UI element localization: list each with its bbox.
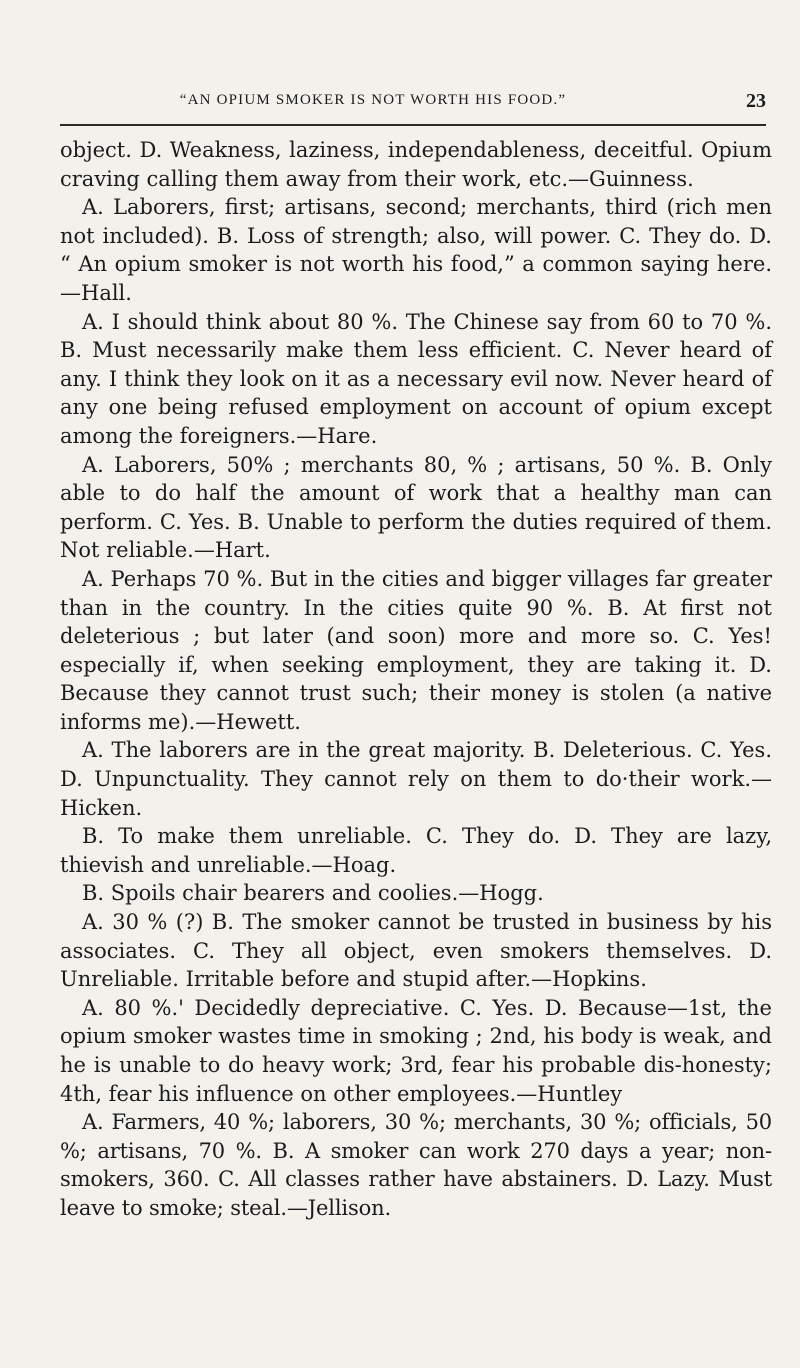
paragraph-hogg: B. Spoils chair bearers and coolies.—Hogg. [82, 881, 544, 906]
running-head: “AN OPIUM SMOKER IS NOT WORTH HIS FOOD.” [179, 92, 567, 108]
body-text [60, 136, 772, 1223]
page-header [60, 92, 766, 118]
paragraph-hall: A. Laborers, first; artisans, second; merchants, third (rich men not included). B. Loss of strength; also, will power. C. They do. D. “ An opium smoker is not worth his food,” a common saying here.—Hall. [60, 195, 772, 305]
paragraph-huntley: A. 80 %.' Decidedly depreciative. C. Yes. D. Because—1st, the opium smoker wastes time in smoking ; 2nd, his body is weak, and he is unable to do heavy work; 3rd, fear his probable dis-honesty; 4th, fear his influence on other employees.—Huntley [60, 995, 772, 1106]
page-number: 23 [746, 90, 766, 112]
paragraph-hare: A. I should think about 80 %. The Chinese say from 60 to 70 %. B. Must necessarily make them less efficient. C. Never heard of any. I think they look on it as a necessary evil now. Never heard of any one being refused employment on account of opium except among the foreigners.—Hare. [60, 309, 772, 448]
paragraph-jellison: A. Farmers, 40 %; laborers, 30 %; merchants, 30 %; officials, 50 %; artisans, 70 %. B. A smoker can work 270 days a year; non-smokers, 360. C. All classes rather have abstainers. D. Lazy. Must leave to smoke; steal.—Jellison. [60, 1110, 772, 1220]
paragraph-hopkins: A. 30 % (?) B. The smoker cannot be trusted in business by his associates. C. They all object, even smokers themselves. D. Unreliable. Irritable before and stupid after.—Hopkins. [60, 910, 772, 992]
paragraph-hewett: A. Perhaps 70 %. But in the cities and bigger villages far greater than in the country. In the cities quite 90 %. B. At first not deleterious ; but later (and soon) more and more so. C. Yes! especially if, when seeking employment, they are taking it. D. Because they cannot trust such; their money is stolen (a native informs me).—Hewett. [60, 566, 772, 734]
paragraph-hart: A. Laborers, 50% ; merchants 80, % ; artisans, 50 %. B. Only able to do half the amount of work that a healthy man can perform. C. Yes. B. Unable to perform the duties required of them. Not reliable.—Hart. [60, 452, 772, 563]
paragraph-hoag: B. To make them unreliable. C. They do. D. They are lazy, thievish and unreliable.—Hoag. [60, 824, 772, 877]
paragraph-guinness: object. D. Weakness, laziness, independableness, deceitful. Opium craving calling them away from their work, etc.—Guinness. [60, 138, 772, 191]
paragraph-hicken: A. The laborers are in the great majority. B. Deleterious. C. Yes. D. Unpunctuality. They cannot rely on them to do·their work.—Hicken. [60, 738, 772, 820]
header-rule [60, 124, 766, 126]
